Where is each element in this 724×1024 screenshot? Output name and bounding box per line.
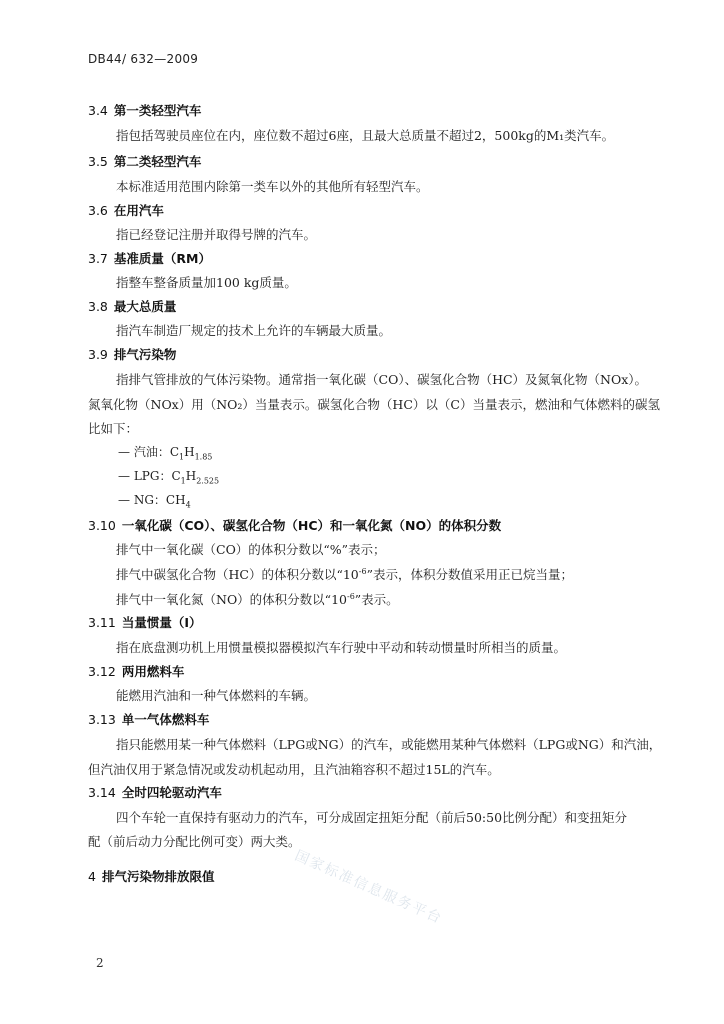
section-heading: 基准质量（RM）: [113, 251, 211, 266]
section-number: 4: [88, 869, 96, 884]
exponent: -6: [358, 566, 367, 576]
section-number: 3.6: [88, 203, 108, 218]
section-heading: 两用燃料车: [121, 664, 185, 679]
section-title-3-11: [88, 613, 202, 631]
section-heading: 一氧化碳（CO）、碳氢化合物（HC）和一氧化氮（NO）的体积分数: [121, 518, 502, 533]
formula: C: [169, 445, 180, 459]
section-title-3-8: [88, 297, 176, 315]
section-heading: 全时四轮驱动汽车: [121, 785, 222, 800]
text-part: ”表示，体积分数值采用正已烷当量；: [366, 567, 573, 582]
section-number: 3.8: [88, 299, 108, 314]
section-title-3-12: [88, 662, 184, 680]
fuel-label: — 汽油：: [118, 445, 170, 459]
fuel-item-gasoline: [118, 443, 212, 461]
text-part: 排气中一氧化氮（NO）的体积分数以“10: [116, 592, 347, 607]
section-text-3-9-line2: 氮氧化物（NOx）用（NO₂）当量表示。碳氢化合物（HC）以（C）当量表示，燃油和气体燃料的碳氢: [88, 397, 660, 412]
document-code: DB44/ 632—2009: [88, 52, 199, 66]
section-text-3-10-line2: [116, 565, 573, 583]
section-title-3-10: [88, 516, 501, 534]
section-number: 3.7: [88, 251, 108, 266]
section-number: 3.5: [88, 154, 108, 169]
formula-subscript: 1.85: [194, 452, 213, 462]
section-text-3-10-line1: 排气中一氧化碳（CO）的体积分数以“%”表示；: [116, 542, 386, 557]
formula-subscript: 2.525: [196, 476, 220, 486]
section-heading: 第一类轻型汽车: [113, 103, 202, 118]
section-heading: 第二类轻型汽车: [113, 154, 202, 169]
section-heading: 最大总质量: [113, 299, 177, 314]
section-number: 3.9: [88, 347, 108, 362]
section-title-3-14: [88, 783, 222, 801]
section-number: 3.11: [88, 615, 116, 630]
watermark: 国家标准信息服务平台: [292, 847, 445, 928]
formula-subscript: 1: [179, 452, 185, 462]
section-number: 3.4: [88, 103, 108, 118]
section-title-3-9: [88, 345, 176, 363]
section-text-3-5: 本标准适用范围内除第一类车以外的其他所有轻型汽车。: [116, 179, 429, 194]
formula-subscript: 1: [180, 476, 186, 486]
section-text-3-14-line2: 配（前后动力分配比例可变）两大类。: [88, 834, 301, 849]
text-part: 排气中碳氢化合物（HC）的体积分数以“10: [116, 567, 359, 582]
formula: H: [185, 469, 197, 483]
section-text-3-9-line3: 比如下：: [88, 421, 139, 436]
section-number: 3.13: [88, 712, 116, 727]
section-text-3-8: 指汽车制造厂规定的技术上允许的车辆最大质量。: [116, 323, 392, 338]
section-title-4: [88, 867, 214, 885]
formula: CH: [165, 493, 186, 507]
formula: C: [171, 469, 181, 483]
section-number: 3.10: [88, 518, 116, 533]
section-title-3-4: [88, 101, 201, 119]
section-text-3-14-line1: 四个车轮一直保持有驱动力的汽车，可分成固定扭矩分配（前后50:50比例分配）和变扭矩分: [116, 810, 628, 825]
exponent: -6: [346, 591, 355, 601]
section-heading: 单一气体燃料车: [121, 712, 210, 727]
section-text-3-9-line1: 指排气管排放的气体污染物。通常指一氧化碳（CO）、碳氢化合物（HC）及氮氧化物（NOx）。: [116, 372, 648, 387]
section-title-3-5: [88, 152, 201, 170]
section-title-3-7: [88, 249, 211, 267]
formula-subscript: 4: [185, 500, 191, 510]
section-title-3-6: [88, 201, 164, 219]
section-title-3-13: [88, 710, 209, 728]
section-text-3-4: 指包括驾驶员座位在内，座位数不超过6座，且最大总质量不超过2，500kg的M₁类汽车。: [116, 128, 615, 143]
section-heading: 排气污染物排放限值: [101, 869, 215, 884]
text-part: ”表示。: [354, 592, 399, 607]
page-number: 2: [96, 956, 104, 970]
section-text-3-7: 指整车整备质量加100 kg质量。: [116, 275, 297, 290]
fuel-item-ng: [118, 491, 191, 509]
fuel-item-lpg: [118, 467, 219, 485]
section-heading: 排气污染物: [113, 347, 177, 362]
formula: H: [184, 445, 195, 459]
section-text-3-10-line3: [116, 590, 399, 608]
fuel-label: — LPG：: [118, 469, 172, 483]
section-heading: 当量惯量（I）: [121, 615, 202, 630]
fuel-label: — NG：: [118, 493, 166, 507]
section-text-3-12: 能燃用汽油和一种气体燃料的车辆。: [116, 688, 317, 703]
section-number: 3.12: [88, 664, 116, 679]
section-heading: 在用汽车: [113, 203, 164, 218]
section-text-3-13-line1: 指只能燃用某一种气体燃料（LPG或NG）的汽车，或能燃用某种气体燃料（LPG或NG）和汽油，: [116, 737, 662, 752]
section-text-3-13-line2: 但汽油仅用于紧急情况或发动机起动用，且汽油箱容积不超过15L的汽车。: [88, 762, 500, 777]
section-number: 3.14: [88, 785, 116, 800]
section-text-3-11: 指在底盘测功机上用惯量模拟器模拟汽车行驶中平动和转动惯量时所相当的质量。: [116, 640, 567, 655]
section-text-3-6: 指已经登记注册并取得号牌的汽车。: [116, 227, 317, 242]
